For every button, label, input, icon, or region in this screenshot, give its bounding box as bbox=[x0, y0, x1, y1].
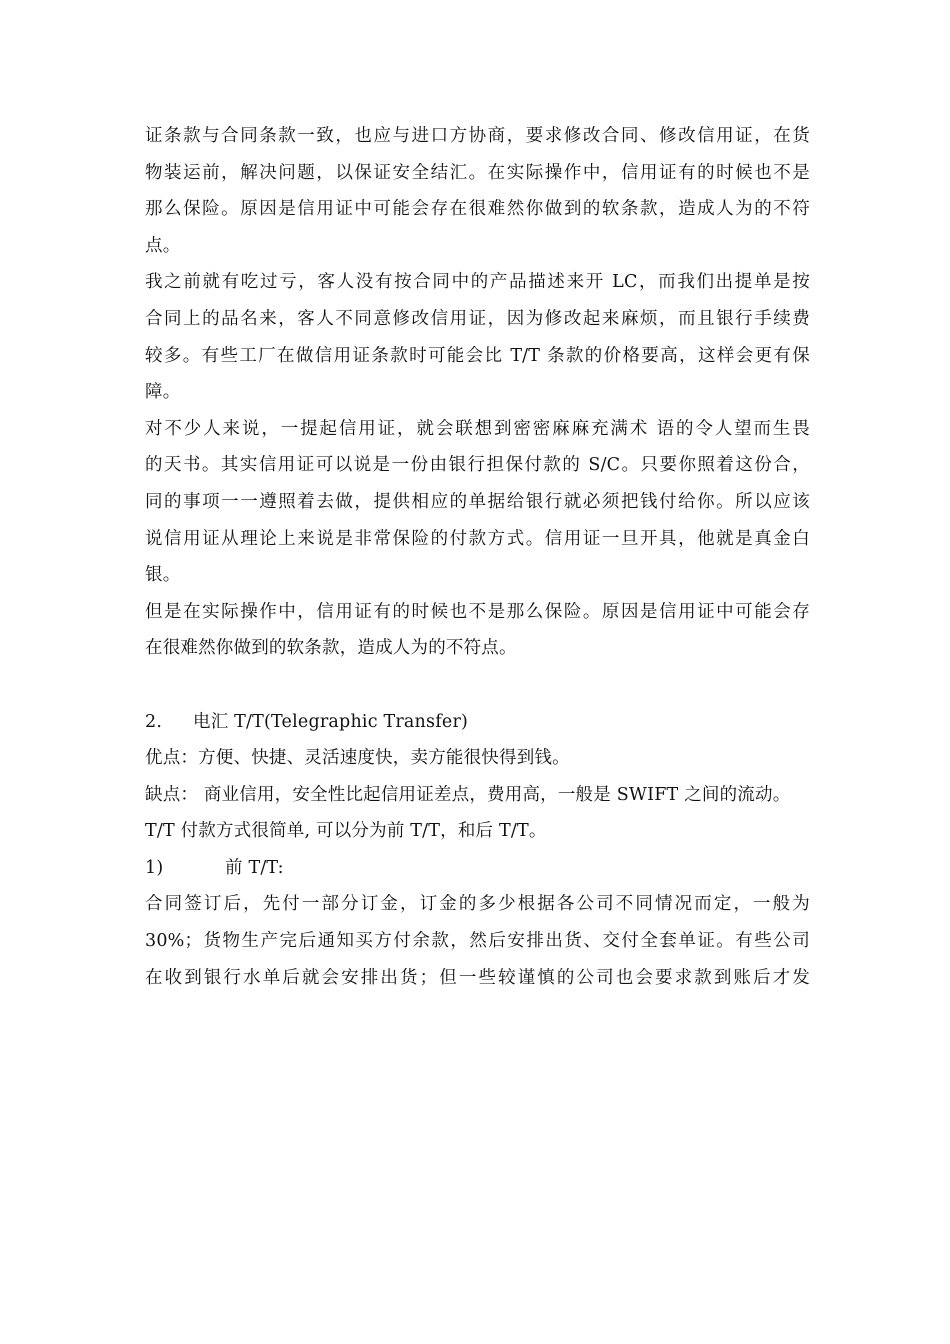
pros-line: 优点：方便、快捷、灵活速度快，卖方能很快得到钱。 bbox=[145, 748, 570, 769]
section-number: 2. bbox=[145, 711, 163, 732]
text-line: 在收到银行水单后就会安排出货；但一些较谨慎的公司也会要求款到账后才发 bbox=[145, 967, 810, 988]
text-line: 证条款与合同条款一致，也应与进口方协商，要求修改合同、修改信用证，在货 bbox=[145, 126, 810, 146]
document-page bbox=[145, 118, 810, 996]
paragraph-3 bbox=[145, 411, 810, 594]
section-2 bbox=[145, 704, 810, 997]
text-line: 说信用证从理论上来说是非常保险的付款方式。信用证一旦开具，他就是真金白 bbox=[145, 528, 810, 549]
text-line: 点。 bbox=[145, 235, 181, 256]
subsection-number: 1) bbox=[145, 857, 164, 878]
text-line: 在很难然你做到的软条款，造成人为的不符点。 bbox=[145, 638, 517, 659]
text-line: 合同签订后，先付一部分订金，订金的多少根据各公司不同情况而定，一般为 bbox=[145, 894, 810, 915]
text-line: 的天书。其实信用证可以说是一份由银行担保付款的 S/C。只要你照着这份合， bbox=[145, 455, 810, 476]
section-title: 电汇 T/T(Telegraphic Transfer) bbox=[193, 711, 469, 732]
text-line: 同的事项一一遵照着去做，提供相应的单据给银行就必须把钱付给你。所以应该 bbox=[145, 491, 810, 512]
subsection-title: 前 T/T: bbox=[225, 857, 284, 878]
paragraph-2 bbox=[145, 264, 810, 410]
text-line: 物装运前，解决问题，以保证安全结汇。在实际操作中，信用证有的时候也不是 bbox=[145, 162, 810, 183]
text-line: 30%；货物生产完后通知买方付余款，然后安排出货、交付全套单证。有些公司 bbox=[145, 931, 810, 952]
text-line: 银。 bbox=[145, 565, 181, 586]
paragraph-4 bbox=[145, 594, 810, 667]
paragraph-1 bbox=[145, 118, 810, 264]
text-line: 障。 bbox=[145, 382, 181, 403]
section-heading bbox=[145, 704, 810, 741]
text-line: 我之前就有吃过亏，客人没有按合同中的产品描述来开 LC，而我们出提单是按 bbox=[145, 272, 810, 293]
text-line: 对不少人来说，一提起信用证，就会联想到密密麻麻充满术 语的令人望而生畏 bbox=[145, 418, 810, 439]
text-line: 那么保险。原因是信用证中可能会存在很难然你做到的软条款，造成人为的不符 bbox=[145, 199, 810, 220]
intro-line: T/T 付款方式很简单, 可以分为前 T/T，和后 T/T。 bbox=[145, 821, 547, 842]
blank-line bbox=[145, 667, 810, 704]
text-line: 合同上的品名来，客人不同意修改信用证，因为修改起来麻烦，而且银行手续费 bbox=[145, 308, 810, 329]
text-line: 较多。有些工厂在做信用证条款时可能会比 T/T 条款的价格要高，这样会更有保 bbox=[145, 345, 810, 366]
cons-line: 缺点： 商业信用，安全性比起信用证差点，费用高，一般是 SWIFT 之间的流动。 bbox=[145, 784, 791, 805]
subsection-heading bbox=[145, 850, 810, 887]
text-line: 但是在实际操作中，信用证有的时候也不是那么保险。原因是信用证中可能会存 bbox=[145, 601, 810, 622]
